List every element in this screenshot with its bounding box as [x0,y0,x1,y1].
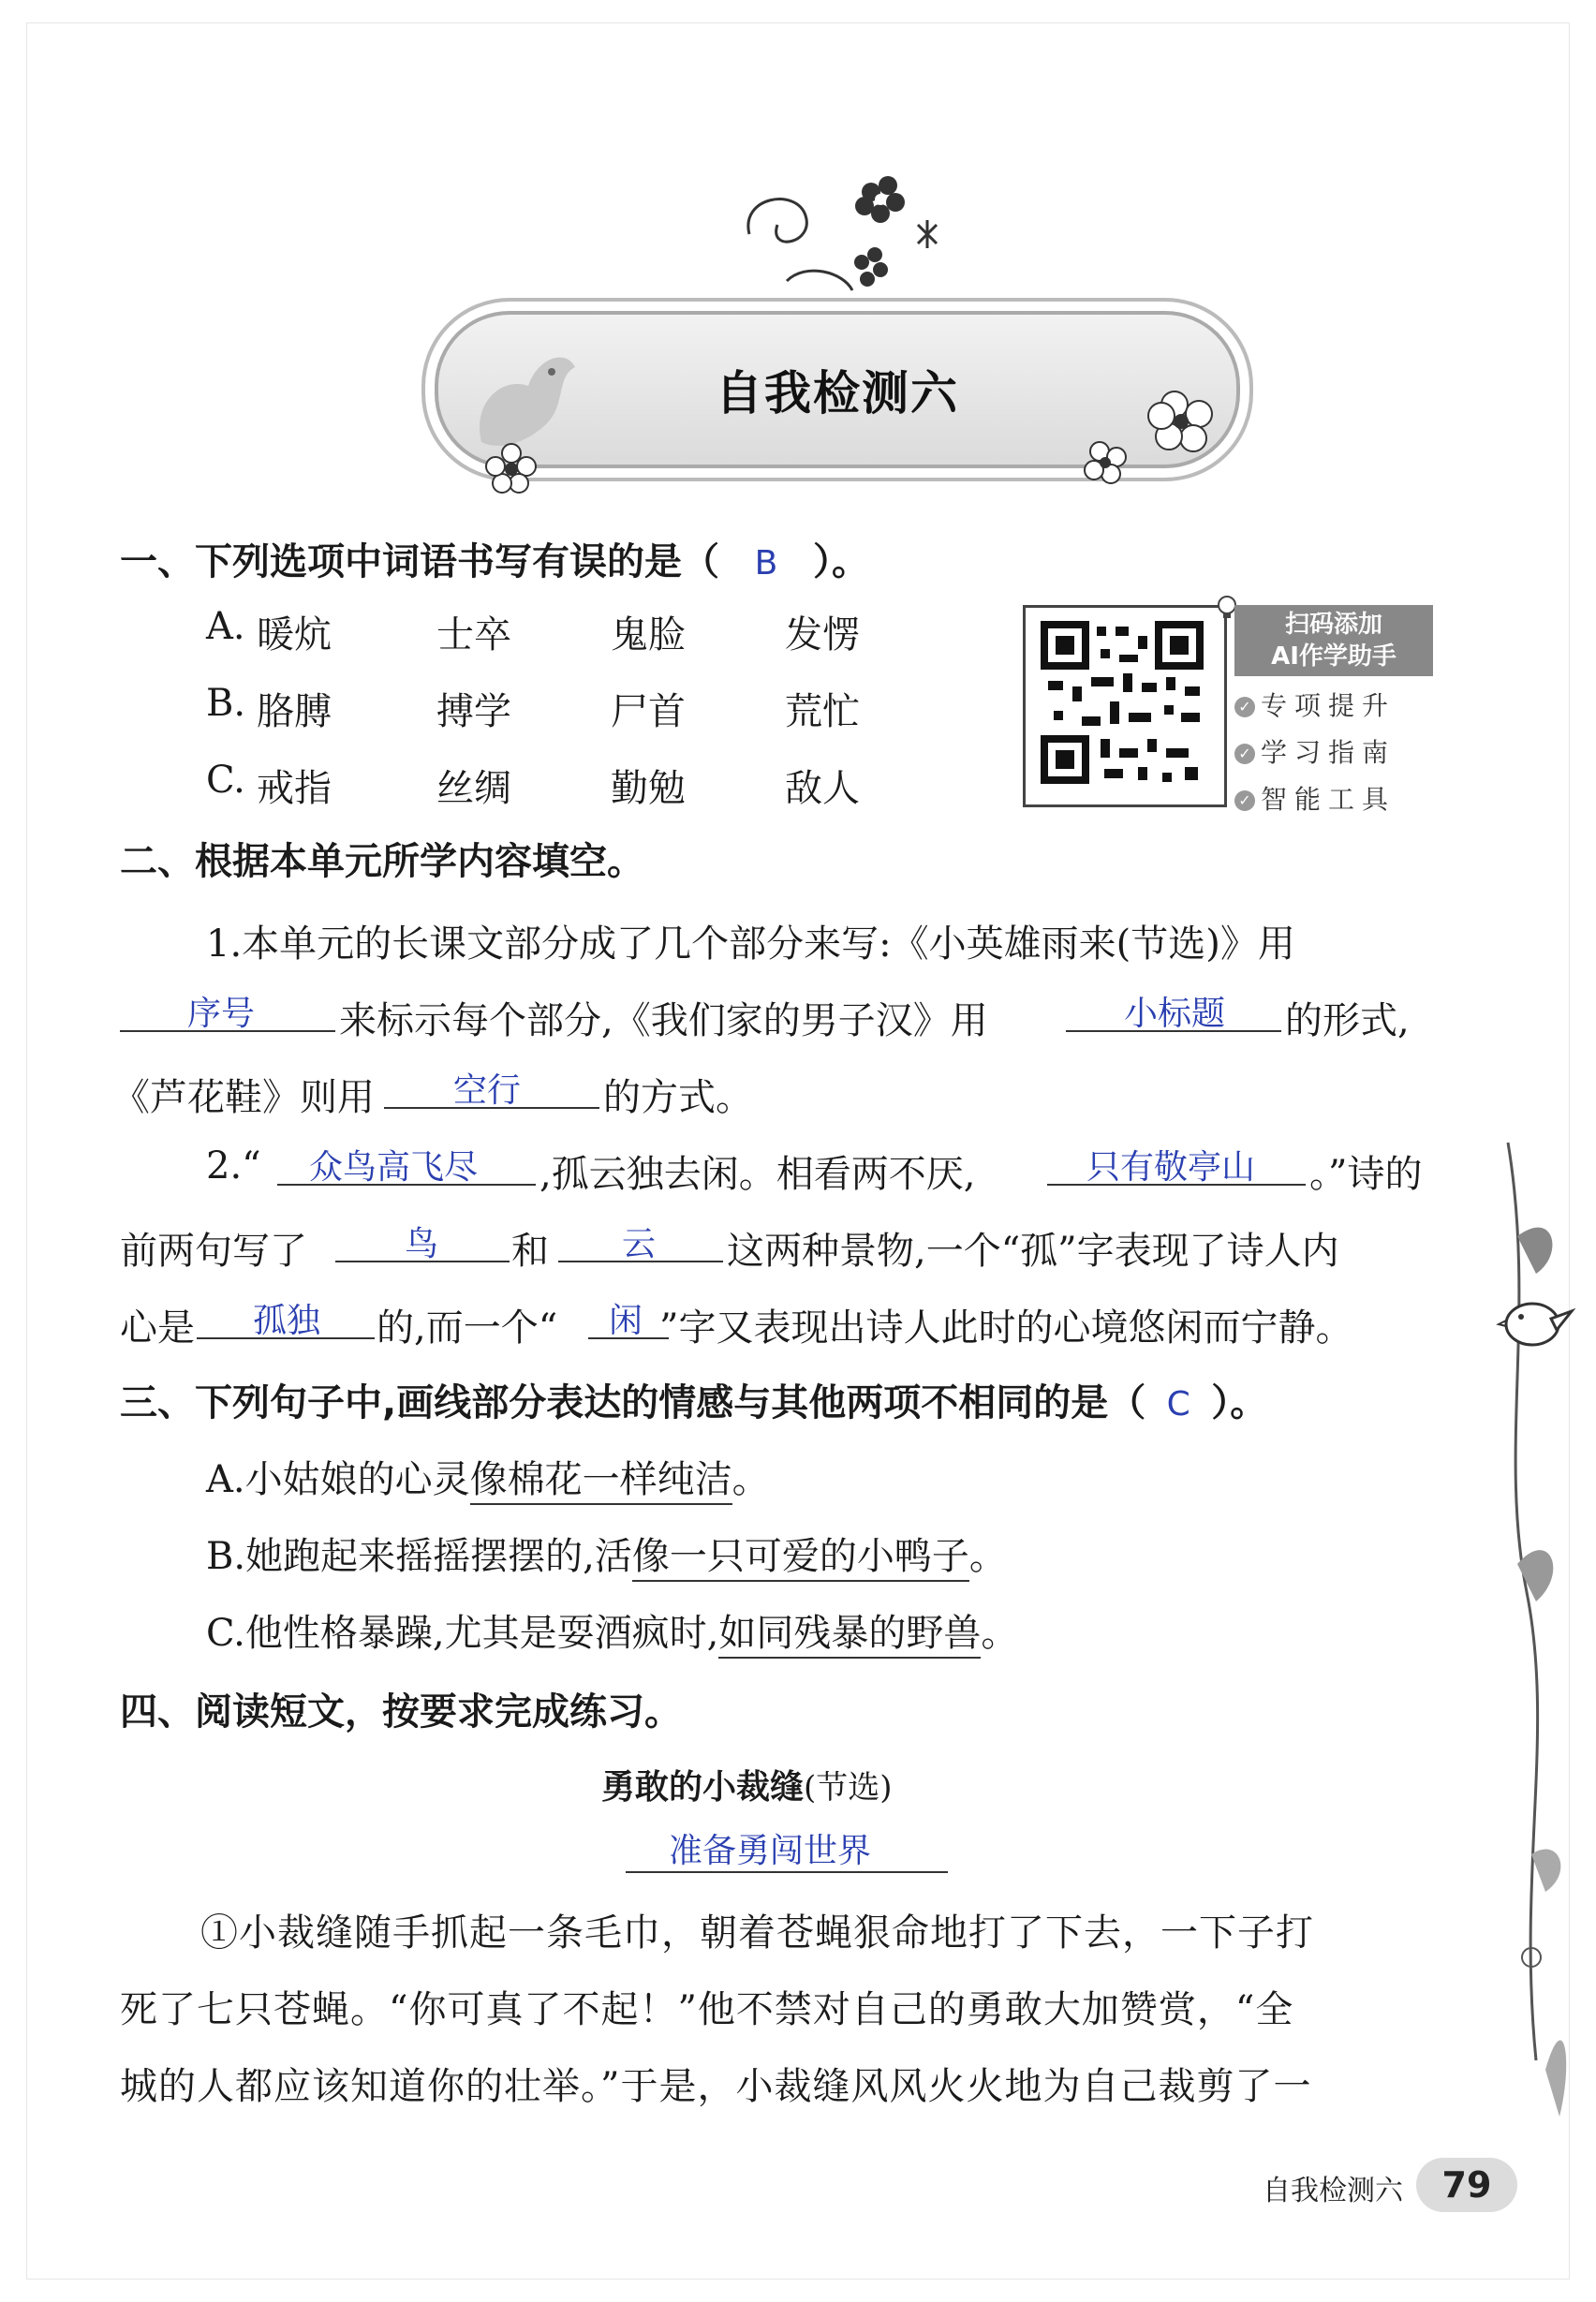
option-c-word-1: 戒指 [257,767,332,810]
option-a-word-4: 发愣 [785,613,860,657]
question-2-stem: 二、根据本单元所学内容填空。 [120,840,644,883]
q2-answer-7: 云 [622,1225,657,1263]
flower-decoration-icon [731,169,955,309]
qr-feature-3 [1234,779,1433,817]
q3-option-a-underlined: 像棉花一样纯洁 [470,1458,732,1505]
q2-answer-8: 孤独 [253,1302,321,1340]
q3-option-c [206,1603,1018,1657]
qr-header-line-1: 扫码添加 [1284,611,1382,639]
q2-item2-line2c: 这两种景物,一个“孤”字表现了诗人内 [727,1230,1339,1273]
check-icon: ✓ [1234,790,1255,811]
question-3-stem [120,1373,1267,1426]
q3-option-a-text: A.小姑娘的心灵 [206,1458,470,1501]
q3-option-b-text: B.她跑起来摇摇摆摆的,活 [206,1535,632,1578]
qr-feature-2-text: 学习指南 [1261,737,1396,768]
q3-option-b-underlined: 像一只可爱的小鸭子 [632,1535,969,1582]
qr-feature-1-text: 专项提升 [1261,690,1396,721]
question-1-stem [120,532,869,585]
footer-label: 自我检测六 [1263,2175,1403,2207]
heading-answer: 准备勇闯世界 [669,1832,872,1870]
story-title-row [601,1761,893,1808]
check-icon: ✓ [1234,697,1255,717]
q2-answer-4: 众鸟高飞尽 [309,1148,479,1187]
q3-option-b [206,1527,1007,1580]
question-4-stem: 四、阅读短文，按要求完成练习。 [120,1690,682,1734]
q2-answer-2: 小标题 [1124,995,1226,1033]
q3-option-c-underlined: 如同残暴的野兽 [718,1612,981,1659]
q3-option-c-text: C.他性格暴躁,尤其是耍酒疯时, [206,1612,719,1655]
q2-answer-9: 闲 [609,1302,643,1340]
story-subtitle: (节选) [804,1769,893,1807]
qr-code[interactable] [1023,605,1227,807]
question-1-answer: B [754,544,778,583]
qr-code-icon [1026,608,1219,799]
option-b-word-4: 荒忙 [785,690,860,733]
q2-item1-line1: 1.本单元的长课文部分成了几个部分来写:《小英雄雨来(节选)》用 [206,922,1295,966]
option-b-word-1: 胳膊 [257,690,332,733]
option-a-word-2: 士卒 [436,613,511,657]
q2-item2-line1a: 2.“ [206,1144,261,1188]
option-b-word-2: 搏学 [436,690,511,733]
qr-feature-1 [1234,686,1433,723]
q2-item2-line1c: 。”诗的 [1309,1153,1423,1196]
page-number: 79 [1416,2158,1517,2212]
q2-item2-line3b: 的,而一个“ [377,1306,558,1350]
question-3-stem-pre: 三、下列句子中,画线部分表达的情感与其他两项不相同的是（ [120,1381,1146,1424]
q2-item1-line2a: 来标示每个部分,《我们家的男子汉》用 [339,999,988,1042]
q2-item2-line2b: 和 [511,1230,549,1273]
q3-option-a [206,1450,770,1503]
flower-cluster-icon [1043,367,1231,489]
option-b-label: B. [206,682,246,725]
q3-option-b-end: 。 [968,1535,1007,1578]
option-c-word-4: 敌人 [785,767,860,810]
story-paragraph-line-1: ①小裁缝随手抓起一条毛巾，朝着苍蝇狠命地打了下去，一下子打 [200,1911,1314,1955]
bird-icon [1495,1283,1579,1358]
q3-option-a-end: 。 [732,1458,770,1501]
question-1-stem-post: ）。 [813,540,869,583]
q3-option-c-end: 。 [981,1612,1019,1655]
qr-feature-2 [1234,732,1433,770]
qr-header-line-2: AI作学助手 [1271,642,1396,671]
option-c-word-3: 勤勉 [611,767,686,810]
q2-item1-line3a: 《芦花鞋》则用 [112,1076,375,1119]
q2-item1-line2b: 的形式, [1285,999,1410,1042]
option-b-word-3: 尸首 [611,690,686,733]
qr-info-panel [1234,605,1433,815]
option-a-word-3: 鬼脸 [611,613,686,657]
q2-answer-6: 鸟 [405,1225,439,1263]
q2-item2-line3c: ”字又表现出诗人此时的心境悠闲而宁静。 [659,1306,1353,1350]
page-title: 自我检测六 [716,366,959,421]
story-paragraph-line-2: 死了七只苍蝇。“你可真了不起！”他不禁对自己的勇敢大加赞赏，“全 [120,1988,1294,2031]
option-a-word-1: 暖炕 [257,613,332,657]
question-1-stem-pre: 一、下列选项中词语书写有误的是（ [120,540,719,583]
q2-answer-1: 序号 [187,995,256,1033]
q2-item2-line1b: ,孤云独去闲。相看两不厌, [539,1153,976,1196]
check-icon: ✓ [1234,744,1255,764]
q2-answer-3: 空行 [453,1071,522,1110]
q2-item2-line2a: 前两句写了 [120,1230,307,1273]
q2-item1-line3b: 的方式。 [603,1076,753,1119]
option-c-word-2: 丝绸 [436,767,511,810]
qr-header [1234,605,1433,676]
title-banner [421,298,1253,481]
story-title: 勇敢的小裁缝 [601,1767,805,1807]
small-flower-icon [483,440,539,496]
option-c-label: C. [206,759,245,802]
vine-decoration-icon [1480,1124,1583,2154]
qr-feature-3-text: 智能工具 [1261,784,1396,815]
story-paragraph-line-3: 城的人都应该知道你的壮举。”于是，小裁缝风风火火地为自己裁剪了一 [120,2065,1312,2108]
q2-answer-5: 只有敬亭山 [1086,1148,1256,1187]
question-3-answer: C [1166,1385,1190,1424]
q2-item2-line3a: 心是 [120,1306,195,1350]
option-a-label: A. [206,605,245,648]
question-3-stem-post: ）。 [1211,1381,1268,1424]
